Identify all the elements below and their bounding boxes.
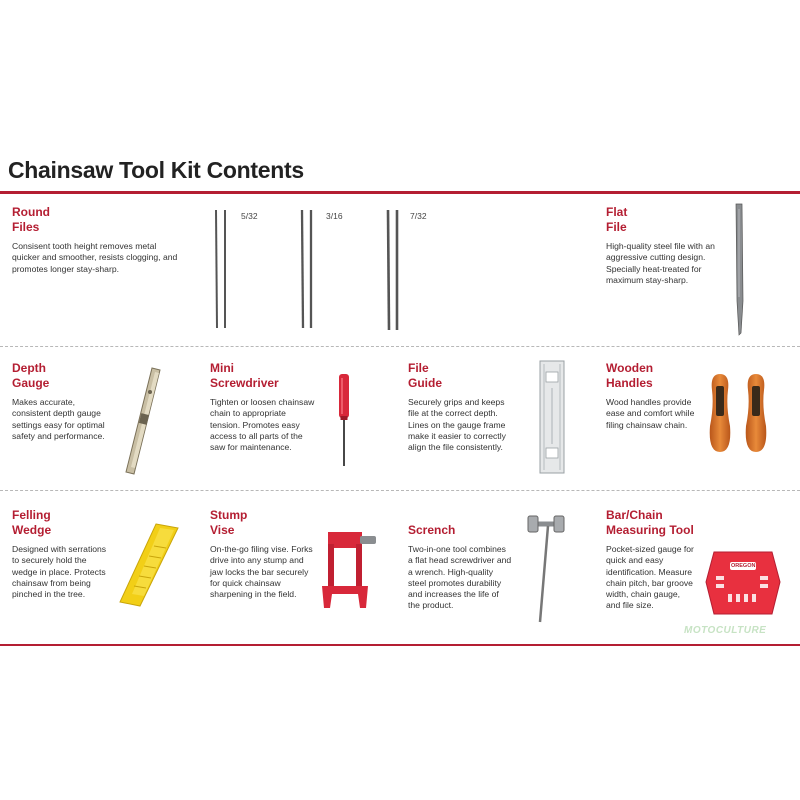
divider-row-2: [0, 490, 800, 491]
size-label-7-32: 7/32: [410, 211, 427, 221]
wooden-handles-desc: Wood handles provide ease and comfort while filing chainsaw chain.: [606, 397, 695, 430]
stump-vise-image: [316, 524, 382, 614]
stump-vise-desc: On-the-go filing vise. Forks drive into any stump and jaw locks the bar securely for quick chainsaw sharpening in the field.: [210, 544, 313, 600]
felling-wedge-title: Felling Wedge: [12, 508, 52, 537]
measuring-tool-image: [702, 548, 784, 618]
file-guide-image: [528, 358, 576, 476]
file-3-16-icon: [302, 210, 311, 328]
handle-right-icon: [746, 374, 767, 452]
page-title: Chainsaw Tool Kit Contents: [8, 157, 304, 183]
flat-file-desc: High-quality steel file with an aggressive cutting design. Specially heat-treated for maximum stay-sharp.: [606, 241, 715, 285]
felling-wedge-desc: Designed with serrations to securely hold the wedge in place. Protects chainsaw from being pinched in the tree.: [12, 544, 107, 600]
stump-vise-title: Stump Vise: [210, 508, 248, 537]
scrench-title: Scrench: [408, 523, 456, 537]
round-files-desc: Consisent tooth height removes metal quicker and smoother, resists clogging, and promotes longer stay-sharp.: [12, 241, 178, 274]
size-label-5-32: 5/32: [241, 211, 258, 221]
round-files-image: [210, 206, 420, 334]
mini-screwdriver-desc: Tighten or loosen chainsaw chain to appropriate tension. Promotes easy access to all parts of the saw for maintenance.: [210, 397, 315, 453]
size-label-3-16: 3/16: [326, 211, 343, 221]
file-7-32-icon: [388, 210, 397, 330]
flat-file-image: [732, 201, 748, 337]
footer-rule: [0, 644, 800, 646]
divider-row-1: [0, 346, 800, 347]
bar-chain-tool-title: Bar/Chain Measuring Tool: [606, 508, 694, 537]
measuring-tool-brand: OREGON: [731, 563, 756, 569]
scrench-desc: Two-in-one tool combines a flat head screwdriver and a wrench. High-quality steel promotes durability and increases the life of the product.: [408, 544, 512, 611]
depth-gauge-image: [122, 366, 168, 478]
depth-gauge-desc: Makes accurate, consistent depth gauge settings easy for optimal safety and performance.: [12, 397, 105, 441]
round-files-title: Round Files: [12, 205, 50, 234]
depth-gauge-title: Depth Gauge: [12, 361, 50, 390]
file-5-32-icon: [216, 210, 225, 328]
screwdriver-image: [334, 372, 354, 470]
bar-chain-tool-desc: Pocket-sized gauge for quick and easy identification. Measure chain pitch, bar groove width, chain gauge, and file size.: [606, 544, 694, 611]
handle-left-icon: [710, 374, 731, 452]
flat-file-title: Flat File: [606, 205, 628, 234]
wooden-handles-title: Wooden Handles: [606, 361, 654, 390]
file-guide-title: File Guide: [408, 361, 443, 390]
felling-wedge-image: [114, 518, 182, 610]
wooden-handles-image: [704, 370, 776, 456]
file-guide-desc: Securely grips and keeps file at the correct depth. Lines on the gauge frame make it easier to correctly align the file consistently.: [408, 397, 506, 453]
watermark: MOTOCULTURE: [684, 625, 767, 636]
header-rule: [0, 191, 800, 194]
mini-screwdriver-title: Mini Screwdriver: [210, 361, 279, 390]
scrench-image: [524, 510, 568, 626]
